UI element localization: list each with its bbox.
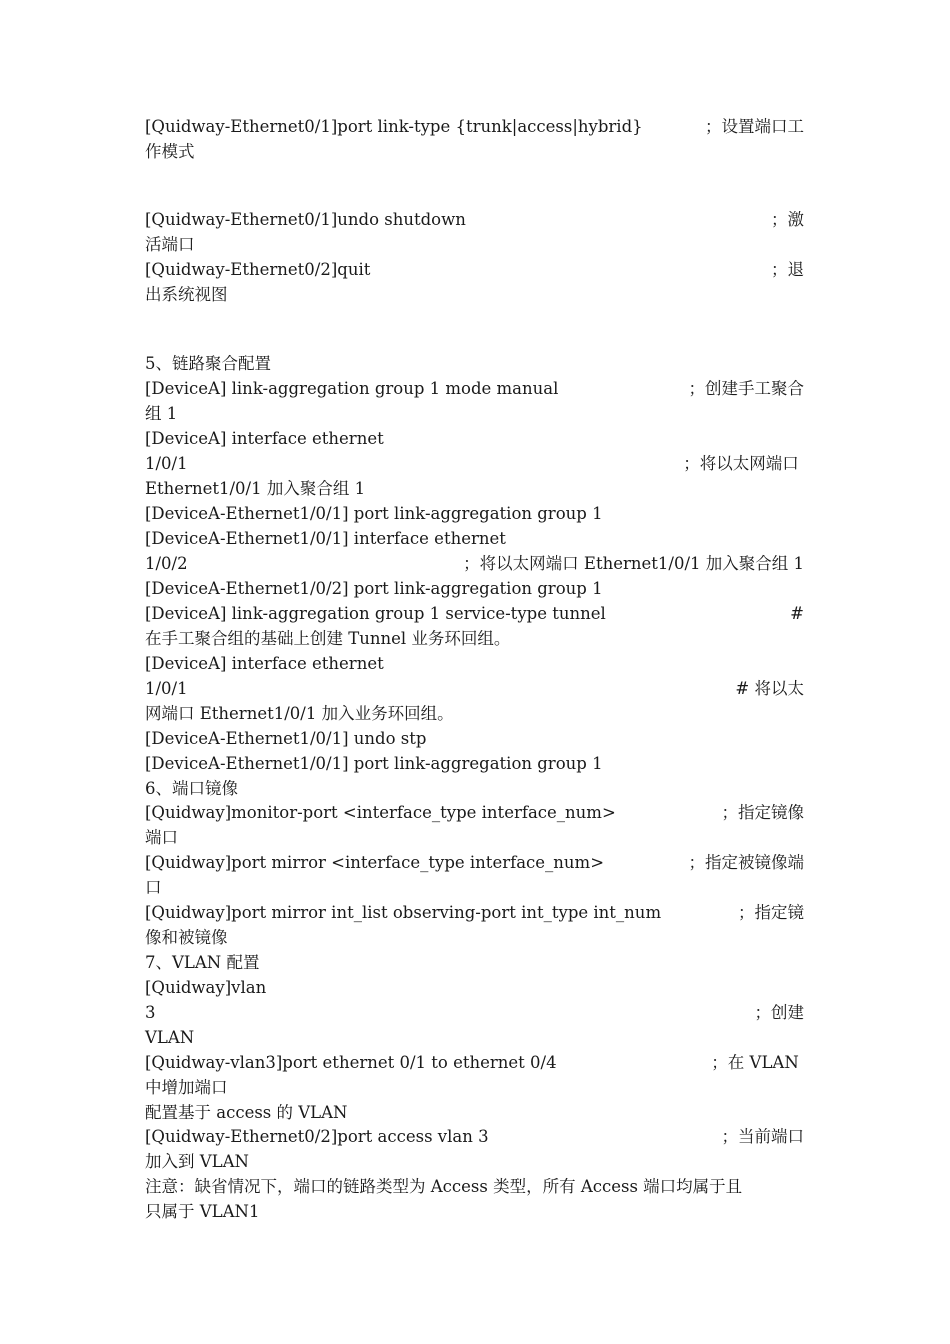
text-line: 1/0/1 bbox=[145, 454, 188, 473]
text-line: 7、VLAN 配置 bbox=[145, 953, 260, 972]
text-line: 在手工聚合组的基础上创建 Tunnel 业务环回组。 bbox=[145, 629, 511, 648]
line-comment: # bbox=[790, 604, 804, 623]
line-comment: ；创建手工聚合 bbox=[688, 379, 804, 398]
text-line: 注意：缺省情况下，端口的链路类型为 Access 类型，所有 Access 端口均属于且 bbox=[145, 1177, 743, 1196]
text-line: Ethernet1/0/1 加入聚合组 1 bbox=[145, 479, 366, 498]
text-line: 口 bbox=[145, 878, 162, 897]
line-comment: ；设置端口工 bbox=[705, 117, 804, 136]
line-comment: ；将以太网端口 bbox=[683, 454, 804, 473]
text-line: 活端口 bbox=[145, 235, 195, 254]
line-comment: ；指定镜像 bbox=[721, 803, 804, 822]
text-line: 1/0/1 bbox=[145, 679, 188, 698]
text-line: 只属于 VLAN1 bbox=[145, 1202, 260, 1221]
text-line: 5、链路聚合配置 bbox=[145, 354, 271, 373]
text-line: [Quidway]monitor-port <interface_type interface_num> bbox=[145, 803, 616, 822]
text-line: [DeviceA] interface ethernet bbox=[145, 654, 384, 673]
text-line: [DeviceA-Ethernet1/0/2] port link-aggregation group 1 bbox=[145, 579, 603, 598]
line-comment: ；退 bbox=[771, 260, 804, 279]
text-line: [Quidway]port mirror <interface_type interface_num> bbox=[145, 853, 605, 872]
text-line: 中增加端口 bbox=[145, 1078, 228, 1097]
text-line: [DeviceA-Ethernet1/0/1] port link-aggregation group 1 bbox=[145, 754, 603, 773]
text-line: 作模式 bbox=[145, 142, 195, 161]
line-comment: ；指定被镜像端 bbox=[688, 853, 804, 872]
text-line: [Quidway-Ethernet0/2]quit bbox=[145, 260, 371, 279]
text-line: 加入到 VLAN bbox=[145, 1152, 249, 1171]
text-line: [Quidway-Ethernet0/1]port link-type {trunk|access|hybrid} bbox=[145, 117, 643, 136]
text-line: 端口 bbox=[145, 828, 178, 847]
line-comment: ；指定镜 bbox=[738, 903, 804, 922]
text-line: [Quidway-vlan3]port ethernet 0/1 to ethernet 0/4 bbox=[145, 1053, 557, 1072]
text-line: [DeviceA] interface ethernet bbox=[145, 429, 384, 448]
text-line: [Quidway-Ethernet0/2]port access vlan 3 bbox=[145, 1127, 489, 1146]
text-line: 配置基于 access 的 VLAN bbox=[145, 1103, 348, 1122]
text-line: 网端口 Ethernet1/0/1 加入业务环回组。 bbox=[145, 704, 454, 723]
text-line: [Quidway-Ethernet0/1]undo shutdown bbox=[145, 210, 466, 229]
text-line: 组 1 bbox=[145, 404, 178, 423]
line-comment: ；将以太网端口 Ethernet1/0/1 加入聚合组 1 bbox=[463, 554, 804, 573]
text-line: [DeviceA] link-aggregation group 1 mode manual bbox=[145, 379, 559, 398]
text-line: 像和被镜像 bbox=[145, 928, 228, 947]
text-line: [DeviceA-Ethernet1/0/1] port link-aggregation group 1 bbox=[145, 504, 603, 523]
text-line: 6、端口镜像 bbox=[145, 779, 238, 798]
text-line: VLAN bbox=[145, 1028, 195, 1047]
text-line: [DeviceA-Ethernet1/0/1] undo stp bbox=[145, 729, 427, 748]
text-line: [DeviceA] link-aggregation group 1 service-type tunnel bbox=[145, 604, 606, 623]
line-comment: ；在 VLAN bbox=[711, 1053, 804, 1072]
text-line: 3 bbox=[145, 1003, 156, 1022]
text-line: 1/0/2 bbox=[145, 554, 188, 573]
text-line: [Quidway]port mirror int_list observing-port int_type int_num bbox=[145, 903, 662, 922]
text-line: [Quidway]vlan bbox=[145, 978, 267, 997]
text-line: [DeviceA-Ethernet1/0/1] interface ethernet bbox=[145, 529, 506, 548]
line-comment: ；当前端口 bbox=[721, 1127, 804, 1146]
line-comment: # 将以太 bbox=[735, 679, 804, 698]
line-comment: ；激 bbox=[771, 210, 804, 229]
text-line: 出系统视图 bbox=[145, 285, 228, 304]
line-comment: ；创建 bbox=[754, 1003, 804, 1022]
